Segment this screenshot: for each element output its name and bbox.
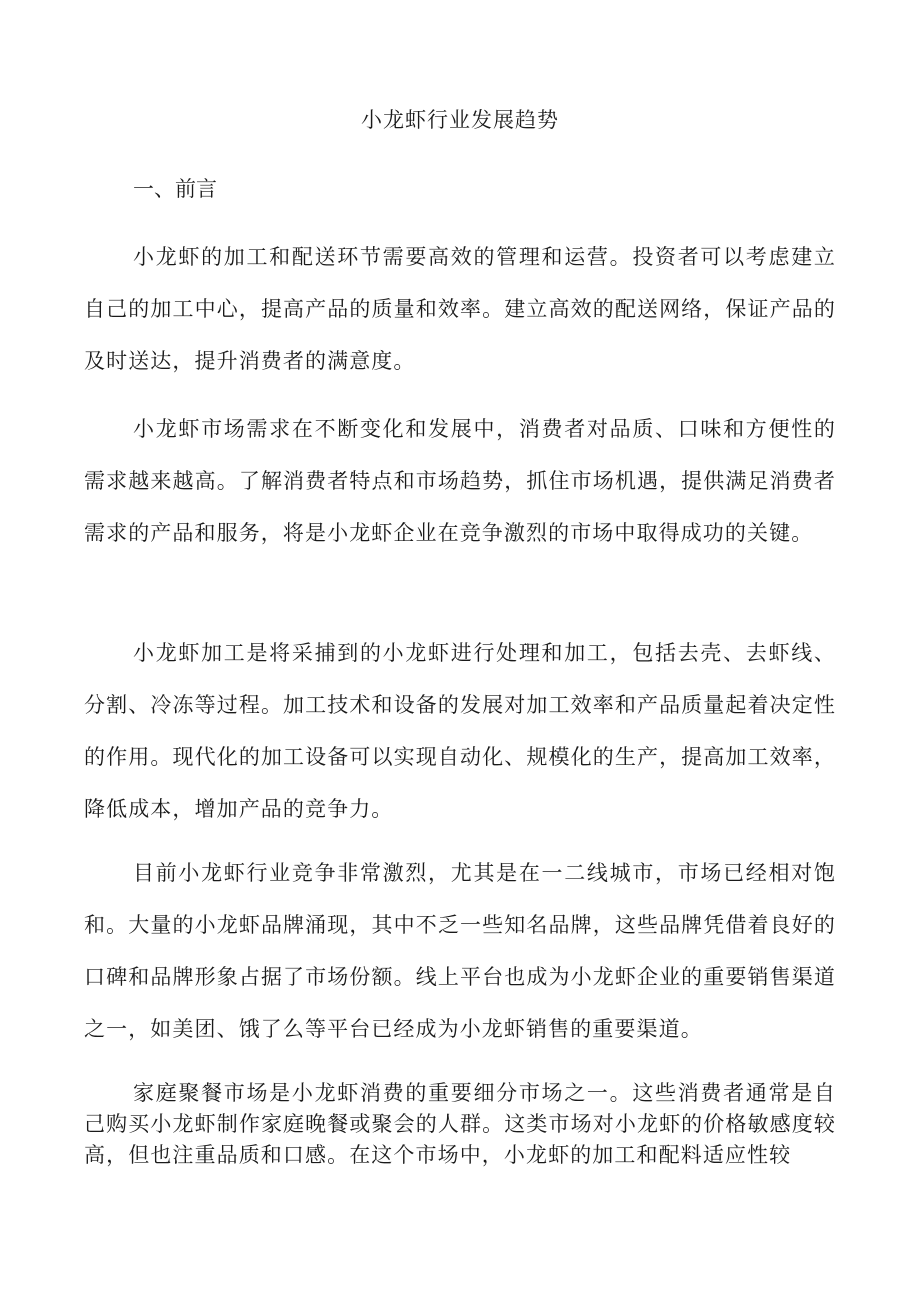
paragraph-processing-technology: 小龙虾加工是将采捕到的小龙虾进行处理和加工，包括去壳、去虾线、分割、冷冻等过程。加工技术和设备的发展对加工效率和产品质量起着决定性的作用。现代化的加工设备可以实现自动化、规模化的生产，提高加工效率，降低成本，增加产品的竞争力。 bbox=[84, 641, 836, 821]
paragraph-competition: 目前小龙虾行业竞争非常激烈，尤其是在一二线城市，市场已经相对饱和。大量的小龙虾品牌涌现，其中不乏一些知名品牌，这些品牌凭借着良好的口碑和品牌形象占据了市场份额。线上平台也成为小龙虾企业的重要销售渠道之一，如美团、饿了么等平台已经成为小龙虾销售的重要渠道。 bbox=[84, 861, 836, 1041]
section-heading: 一、前言 bbox=[133, 177, 217, 201]
paragraph-market-demand: 小龙虾市场需求在不断变化和发展中，消费者对品质、口味和方便性的需求越来越高。了解消费者特点和市场趋势，抓住市场机遇，提供满足消费者需求的产品和服务，将是小龙虾企业在竞争激烈的市场中取得成功的关键。 bbox=[84, 417, 836, 545]
paragraph-family-dining-market: 家庭聚餐市场是小龙虾消费的重要细分市场之一。这些消费者通常是自己购买小龙虾制作家庭晚餐或聚会的人群。这类市场对小龙虾的价格敏感度较高，但也注重品质和口感。在这个市场中，小龙虾的加工和配料适应性较 bbox=[84, 1081, 836, 1167]
paragraph-processing-distribution: 小龙虾的加工和配送环节需要高效的管理和运营。投资者可以考虑建立自己的加工中心，提高产品的质量和效率。建立高效的配送网络，保证产品的及时送达，提升消费者的满意度。 bbox=[84, 245, 836, 373]
document-title: 小龙虾行业发展趋势 bbox=[361, 108, 559, 132]
